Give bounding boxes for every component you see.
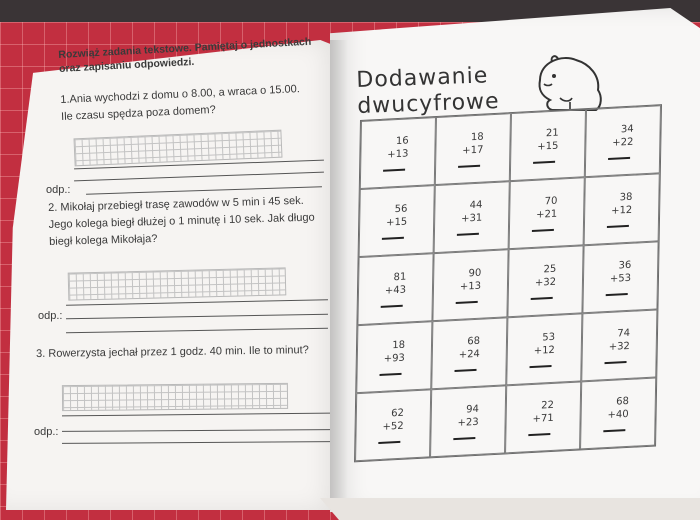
answer-underline — [378, 441, 400, 444]
answer-underline — [528, 433, 550, 436]
answer-underline — [531, 297, 553, 300]
sum-cell — [510, 109, 586, 181]
sum-cell — [506, 313, 582, 385]
addend-top: 16 — [395, 135, 409, 148]
answer-label-1: odp.: — [46, 184, 71, 196]
addend-top: 25 — [543, 263, 557, 276]
addend-top: 74 — [617, 328, 631, 340]
sum-cell — [582, 241, 658, 313]
addend-top: 62 — [391, 407, 404, 420]
answer-underline — [607, 225, 629, 228]
addition-problem — [382, 407, 404, 444]
addend-bottom: +24 — [458, 348, 480, 362]
answer-underline — [457, 233, 479, 236]
addend-bottom: +32 — [608, 341, 630, 354]
addend-bottom: +17 — [462, 144, 484, 157]
book-spine — [330, 40, 348, 510]
sum-cell — [580, 377, 656, 449]
addend-bottom: +53 — [609, 273, 632, 286]
sum-cell — [507, 245, 583, 317]
addend-bottom: +22 — [612, 136, 634, 150]
answer-underline — [453, 437, 475, 440]
answer-grid-2 — [68, 267, 287, 300]
addend-bottom: +15 — [386, 216, 408, 229]
addition-problem — [383, 339, 405, 376]
answer-underline — [603, 429, 625, 432]
sum-cell — [584, 173, 660, 245]
addend-top: 90 — [468, 267, 482, 280]
sum-cell — [585, 105, 661, 177]
worksheet-title — [356, 63, 500, 120]
addend-bottom: +40 — [607, 409, 629, 422]
addend-bottom: +15 — [537, 140, 559, 153]
addend-bottom: +23 — [457, 417, 479, 430]
addition-problem — [608, 327, 630, 364]
addend-top: 81 — [393, 271, 407, 284]
addend-top: 18 — [392, 339, 406, 352]
addend-top: 18 — [470, 131, 484, 144]
answer-underline — [456, 301, 478, 304]
addend-bottom: +93 — [383, 352, 405, 366]
answer-label-3: odp.: — [34, 426, 59, 438]
answer-underline — [604, 361, 626, 364]
answer-underline — [382, 237, 404, 240]
addend-top: 44 — [469, 199, 483, 212]
sum-cell — [509, 177, 585, 249]
addition-grid — [354, 104, 662, 462]
addend-top: 34 — [620, 123, 634, 136]
answer-label-2: odp.: — [38, 310, 63, 322]
question-3: 3. Rowerzysta jechał przez 1 godz. 40 min. Ile to minut? — [36, 344, 309, 360]
addend-top: 21 — [545, 127, 559, 140]
sum-cell — [505, 381, 581, 453]
addend-bottom: +12 — [611, 204, 633, 218]
sum-cell — [355, 389, 431, 461]
answer-underline — [608, 157, 630, 160]
addend-top: 22 — [541, 400, 554, 412]
sum-cell — [356, 321, 432, 393]
answer-underline — [379, 373, 401, 376]
addend-bottom: +43 — [384, 284, 407, 297]
addition-problem — [461, 199, 483, 236]
title-line-1: Dodawanie — [356, 63, 489, 93]
addend-bottom: +32 — [534, 276, 557, 290]
addend-bottom: +13 — [387, 148, 409, 161]
answer-underline — [606, 293, 628, 296]
addend-top: 53 — [542, 332, 556, 344]
addition-problem — [532, 399, 554, 436]
addition-problem — [533, 331, 555, 368]
addend-bottom: +71 — [532, 413, 554, 426]
addend-top: 68 — [467, 335, 481, 348]
sum-cell — [434, 181, 510, 253]
instructions-heading: Rozwiąż zadania tekstowe. Pamiętaj o jednostkach oraz zapisaniu odpowiedzi. — [58, 35, 312, 75]
answer-grid-3 — [62, 383, 288, 411]
addend-top: 38 — [619, 191, 633, 204]
addition-problem — [385, 271, 407, 308]
sum-cell — [435, 113, 511, 185]
sum-cell — [360, 117, 436, 189]
addition-problem — [460, 267, 482, 304]
addend-bottom: +21 — [536, 208, 558, 222]
addend-top: 94 — [466, 404, 479, 416]
answer-underline — [454, 369, 476, 372]
addend-bottom: +13 — [459, 280, 482, 294]
sum-cell — [581, 309, 657, 381]
answer-underline — [383, 169, 405, 172]
page-stack-edge — [320, 498, 700, 520]
answer-underline — [529, 365, 551, 368]
addition-problem — [536, 195, 558, 232]
addition-problem — [457, 403, 479, 440]
sum-cell — [357, 253, 433, 325]
answer-underline — [458, 165, 480, 168]
sum-cell — [359, 185, 435, 257]
addend-top: 68 — [616, 396, 629, 408]
answer-underline — [532, 229, 554, 232]
addend-bottom: +12 — [533, 345, 555, 358]
sum-cell — [430, 385, 506, 457]
addition-problem — [607, 395, 629, 432]
addend-top: 36 — [618, 260, 632, 272]
addend-top: 70 — [544, 195, 558, 208]
addition-problem — [537, 127, 559, 164]
addition-problem — [458, 335, 480, 372]
question-2: 2. Mikołaj przebiegł trasę zawodów w 5 min i 45 sek. Jego kolega biegł dłużej o 1 minutę i 10 sek. Jak długo biegł kolega Mikołaja? — [48, 194, 315, 248]
sum-cell — [432, 249, 508, 321]
addend-bottom: +52 — [382, 420, 404, 434]
addition-problem — [462, 131, 484, 168]
addend-bottom: +31 — [461, 212, 483, 225]
addition-problem — [535, 263, 557, 300]
addition-problem — [612, 123, 634, 160]
addition-problem — [386, 203, 408, 240]
title-line-2: dwucyfrowe — [356, 89, 501, 119]
addition-problem — [610, 259, 632, 296]
answer-underline — [381, 305, 403, 308]
question-1: 1.Ania wychodzi z domu o 8.00, a wraca o 15.00. Ile czasu spędza poza domem? — [60, 83, 301, 123]
addend-top: 56 — [394, 203, 408, 216]
answer-underline — [533, 161, 555, 164]
sum-cell — [431, 317, 507, 389]
addition-problem — [387, 135, 409, 172]
addition-problem — [611, 191, 633, 228]
